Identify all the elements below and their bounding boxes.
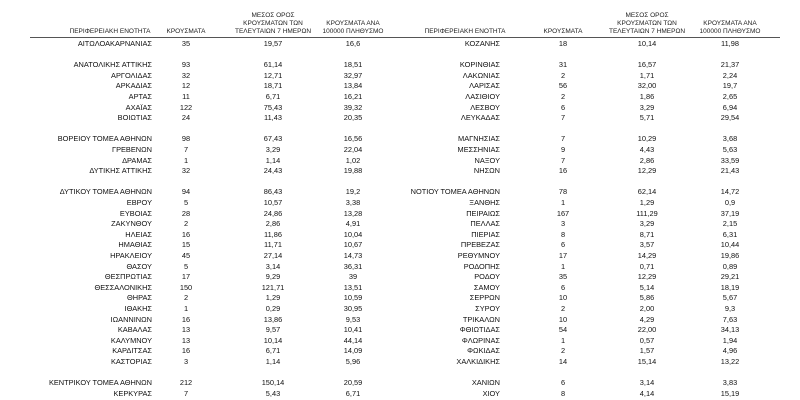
cases-value: 35 (181, 39, 191, 48)
per100k-value: 19,7 (722, 81, 738, 91)
avg-7day-value: 67,43 (263, 134, 283, 144)
per100k-value: 6,31 (722, 229, 738, 239)
per100k-value: 2,65 (722, 92, 738, 101)
cases-value: 7 (560, 134, 566, 144)
cases-value: 94 (181, 187, 191, 197)
cases-value: 24 (181, 113, 191, 123)
region-name: ΘΕΣΣΑΛΟΝΙΚΗΣ (94, 282, 152, 292)
per100k-value: 16,6 (345, 39, 361, 48)
region-name: ΛΑΡΙΣΑΣ (469, 81, 500, 91)
region-name: ΖΑΚΥΝΘΟΥ (111, 219, 152, 229)
table-row (0, 166, 800, 175)
avg-7day-value: 2,86 (265, 219, 281, 229)
region-name: ΚΟΖΑΝΗΣ (464, 39, 500, 48)
table-row (0, 283, 800, 292)
per100k-value: 5,67 (722, 293, 738, 303)
per100k-value: 10,44 (720, 240, 740, 250)
avg-7day-value: 1,29 (639, 198, 655, 207)
left-header-rule (30, 37, 405, 38)
cases-value: 10 (558, 293, 568, 303)
table-row (0, 113, 800, 122)
avg-7day-value: 10,14 (263, 335, 283, 345)
region-name: ΞΑΝΘΗΣ (469, 198, 500, 207)
avg-7day-value: 1,29 (265, 293, 281, 303)
table-row (0, 230, 800, 239)
left-header-region: ΠΕΡΙΦΕΡΕΙΑΚΗ ΕΝΟΤΗΤΑ (69, 28, 151, 35)
region-name: ΗΜΑΘΙΑΣ (118, 240, 152, 250)
region-name: ΛΑΚΩΝΙΑΣ (462, 70, 500, 80)
per100k-value: 13,51 (343, 282, 363, 292)
region-name: ΘΕΣΠΡΩΤΙΑΣ (104, 272, 152, 282)
cases-value: 16 (558, 166, 568, 176)
region-name: ΧΙΟΥ (482, 388, 500, 398)
per100k-value: 33,59 (720, 155, 740, 165)
region-name: ΡΟΔΟΠΗΣ (463, 261, 500, 271)
per100k-value: 15,19 (720, 388, 740, 398)
region-name: ΙΘΑΚΗΣ (124, 304, 152, 313)
avg-7day-value: 2,00 (639, 304, 655, 313)
per100k-value: 21,37 (720, 60, 740, 70)
per100k-value: 6,71 (345, 388, 361, 398)
avg-7day-value: 1,57 (639, 346, 655, 356)
avg-7day-value: 3,14 (265, 261, 281, 271)
cases-value: 13 (181, 325, 191, 335)
per100k-value: 16,21 (343, 92, 363, 101)
region-name: ΙΩΑΝΝΙΝΩΝ (110, 314, 152, 324)
avg-7day-value: 3,29 (639, 219, 655, 229)
region-name: ΒΟΙΩΤΙΑΣ (117, 113, 152, 123)
cases-value: 12 (181, 81, 191, 91)
region-name: ΔΡΑΜΑΣ (122, 155, 152, 165)
table-row (0, 209, 800, 218)
avg-7day-value: 9,57 (265, 325, 281, 335)
per100k-value: 39 (348, 272, 358, 282)
table-row (0, 92, 800, 101)
avg-7day-value: 150,14 (261, 378, 285, 388)
table-row (0, 71, 800, 80)
region-name: ΑΝΑΤΟΛΙΚΗΣ ΑΤΤΙΚΗΣ (73, 60, 152, 70)
cases-value: 7 (183, 388, 189, 398)
cases-value: 5 (183, 198, 189, 207)
per100k-value: 44,14 (343, 335, 363, 345)
region-name: ΚΑΒΑΛΑΣ (117, 325, 152, 335)
table-row (0, 304, 800, 313)
region-name: ΝΑΞΟΥ (474, 155, 500, 165)
avg-7day-value: 12,29 (637, 166, 657, 176)
per100k-value: 5,96 (345, 357, 361, 366)
avg-7day-value: 5,14 (639, 282, 655, 292)
avg-7day-value: 12,29 (637, 272, 657, 282)
cases-value: 7 (560, 155, 566, 165)
avg-7day-value: 3,14 (639, 378, 655, 388)
table-row (0, 60, 800, 69)
cases-value: 6 (560, 378, 566, 388)
avg-7day-value: 10,29 (637, 134, 657, 144)
region-name: ΦΛΩΡΙΝΑΣ (461, 335, 500, 345)
avg-7day-value: 75,43 (263, 102, 283, 112)
region-name: ΚΑΡΔΙΤΣΑΣ (112, 346, 152, 356)
cases-value: 11 (182, 92, 190, 101)
cases-value: 6 (560, 102, 566, 112)
per100k-value: 13,28 (343, 208, 363, 218)
per100k-value: 19,2 (345, 187, 361, 197)
cases-value: 8 (560, 229, 566, 239)
cases-value: 8 (560, 388, 566, 398)
cases-value: 32 (181, 166, 191, 176)
region-name: ΑΡΤΑΣ (128, 92, 152, 101)
cases-value: 2 (560, 70, 566, 80)
cases-value: 3 (183, 357, 189, 366)
cases-value: 18 (558, 39, 568, 48)
region-name: ΝΟΤΙΟΥ ΤΟΜΕΑ ΑΘΗΝΩΝ (410, 187, 500, 197)
avg-7day-value: 27,14 (263, 251, 283, 260)
avg-7day-value: 4,14 (639, 388, 655, 398)
avg-7day-value: 11,86 (264, 229, 282, 239)
cases-value: 2 (560, 346, 566, 356)
cases-value: 17 (558, 251, 568, 260)
table-row (0, 251, 800, 260)
region-name: ΚΕΝΤΡΙΚΟΥ ΤΟΜΕΑ ΑΘΗΝΩΝ (48, 378, 152, 388)
cases-value: 56 (558, 81, 568, 91)
per100k-value: 29,54 (720, 113, 740, 123)
cases-value: 17 (181, 272, 191, 282)
cases-value: 5 (183, 261, 189, 271)
cases-value: 1 (560, 335, 566, 345)
cases-value: 3 (560, 219, 566, 229)
cases-value: 167 (556, 208, 570, 218)
per100k-value: 13,22 (720, 357, 740, 366)
avg-7day-value: 62,14 (637, 187, 657, 197)
region-name: ΦΩΚΙΔΑΣ (467, 346, 500, 356)
avg-7day-value: 10,14 (637, 39, 657, 48)
table-row (0, 177, 800, 186)
cases-value: 2 (560, 92, 566, 101)
per100k-value: 22,04 (343, 145, 363, 154)
per100k-value: 37,19 (720, 208, 740, 218)
per100k-value: 14,73 (343, 251, 363, 260)
region-name: ΣΕΡΡΩΝ (469, 293, 500, 303)
per100k-value: 5,63 (722, 145, 738, 154)
avg-7day-value: 4,29 (639, 314, 655, 324)
per100k-value: 16,56 (343, 134, 363, 144)
per100k-value: 2,24 (722, 70, 738, 80)
left-header-per100k: ΚΡΟΥΣΜΑΤΑ ΑΝΑ 100000 ΠΛΗΘΥΣΜΟ (322, 20, 384, 35)
per100k-value: 30,95 (343, 304, 363, 313)
cases-value: 6 (560, 282, 566, 292)
avg-7day-value: 5,86 (639, 293, 655, 303)
cases-value: 6 (560, 240, 566, 250)
avg-7day-value: 5,71 (639, 113, 655, 123)
per100k-value: 10,41 (343, 325, 363, 335)
per100k-value: 9,53 (345, 314, 361, 324)
avg-7day-value: 1,14 (265, 357, 281, 366)
per100k-value: 3,83 (722, 378, 738, 388)
cases-value: 7 (183, 145, 189, 154)
per100k-value: 10,04 (343, 229, 363, 239)
region-name: ΑΙΤΩΛΟΑΚΑΡΝΑΝΙΑΣ (77, 39, 152, 48)
per100k-value: 3,68 (722, 134, 738, 144)
region-name: ΜΑΓΝΗΣΙΑΣ (458, 134, 500, 144)
cases-value: 16 (181, 229, 191, 239)
table-row (0, 145, 800, 154)
cases-value: 93 (181, 60, 191, 70)
avg-7day-value: 1,71 (639, 70, 655, 80)
per100k-value: 19,86 (720, 251, 740, 260)
avg-7day-value: 16,57 (637, 60, 657, 70)
avg-7day-value: 2,86 (639, 155, 655, 165)
per100k-value: 6,94 (722, 102, 738, 112)
table-row (0, 293, 800, 302)
avg-7day-value: 24,86 (263, 208, 283, 218)
region-name: ΦΘΙΩΤΙΔΑΣ (459, 325, 500, 335)
right-header-region: ΠΕΡΙΦΕΡΕΙΑΚΗ ΕΝΟΤΗΤΑ (424, 28, 506, 35)
table-row (0, 368, 800, 377)
right-header-avg: ΜΕΣΟΣ ΟΡΟΣ ΚΡΟΥΣΜΑΤΩΝ ΤΩΝ ΤΕΛΕΥΤΑΙΩΝ 7 ΗΜΕΡΩΝ (608, 12, 686, 35)
cases-value: 28 (181, 208, 191, 218)
per100k-value: 2,15 (722, 219, 738, 229)
per100k-value: 39,32 (343, 102, 363, 112)
table-row (0, 357, 800, 366)
avg-7day-value: 4,43 (639, 145, 655, 154)
right-header-per100k: ΚΡΟΥΣΜΑΤΑ ΑΝΑ 100000 ΠΛΗΘΥΣΜΟ (699, 20, 761, 35)
cases-value: 9 (560, 145, 566, 154)
region-name: ΛΕΣΒΟΥ (470, 102, 500, 112)
per100k-value: 13,84 (343, 81, 363, 91)
avg-7day-value: 6,71 (265, 346, 281, 356)
per100k-value: 29,21 (720, 272, 740, 282)
region-name: ΕΥΒΟΙΑΣ (119, 208, 152, 218)
cases-value: 54 (558, 325, 568, 335)
avg-7day-value: 0,29 (265, 304, 281, 313)
cases-value: 7 (560, 113, 566, 123)
per100k-value: 4,96 (722, 346, 738, 356)
cases-value: 45 (181, 251, 191, 260)
region-name: ΚΕΡΚΥΡΑΣ (113, 388, 152, 398)
avg-7day-value: 121,71 (261, 282, 285, 292)
region-name: ΑΧΑΪΑΣ (125, 102, 152, 112)
region-name: ΧΑΝΙΩΝ (471, 378, 500, 388)
per100k-value: 14,72 (720, 187, 740, 197)
cases-value: 122 (179, 102, 193, 112)
left-header-avg: ΜΕΣΟΣ ΟΡΟΣ ΚΡΟΥΣΜΑΤΩΝ ΤΩΝ ΤΕΛΕΥΤΑΙΩΝ 7 ΗΜΕΡΩΝ (234, 12, 312, 35)
table-row (0, 262, 800, 271)
cases-value: 16 (181, 314, 191, 324)
region-name: ΗΛΕΙΑΣ (125, 229, 152, 239)
cases-value: 2 (560, 304, 566, 313)
table-row (0, 156, 800, 165)
per100k-value: 10,67 (343, 240, 363, 250)
per100k-value: 0,9 (724, 198, 736, 207)
per100k-value: 20,35 (343, 113, 363, 123)
per100k-value: 14,09 (343, 346, 363, 356)
avg-7day-value: 8,71 (639, 229, 655, 239)
region-name: ΠΡΕΒΕΖΑΣ (460, 240, 500, 250)
cases-value: 2 (183, 293, 189, 303)
cases-value: 14 (558, 357, 568, 366)
avg-7day-value: 3,57 (639, 240, 655, 250)
region-name: ΠΕΛΛΑΣ (470, 219, 500, 229)
per100k-value: 11,98 (721, 39, 739, 48)
avg-7day-value: 1,86 (639, 92, 655, 101)
table-row (0, 39, 800, 48)
region-name: ΣΑΜΟΥ (473, 282, 500, 292)
region-name: ΔΥΤΙΚΟΥ ΤΟΜΕΑ ΑΘΗΝΩΝ (59, 187, 152, 197)
region-name: ΑΡΚΑΔΙΑΣ (115, 81, 152, 91)
per100k-value: 20,59 (343, 378, 363, 388)
cases-value: 32 (181, 70, 191, 80)
table-row (0, 81, 800, 90)
cases-value: 16 (181, 346, 191, 356)
per100k-value: 4,91 (345, 219, 361, 229)
region-name: ΝΗΣΩΝ (473, 166, 500, 176)
region-name: ΒΟΡΕΙΟΥ ΤΟΜΕΑ ΑΘΗΝΩΝ (57, 134, 152, 144)
table-row (0, 389, 800, 398)
per100k-value: 9,3 (724, 304, 736, 313)
avg-7day-value: 6,71 (265, 92, 281, 101)
per100k-value: 19,88 (343, 166, 363, 176)
avg-7day-value: 12,71 (263, 70, 283, 80)
cases-value: 13 (181, 335, 191, 345)
avg-7day-value: 61,14 (263, 60, 283, 70)
cases-value: 1 (183, 304, 189, 313)
per100k-value: 1,02 (345, 155, 361, 165)
region-name: ΠΙΕΡΙΑΣ (471, 229, 500, 239)
region-name: ΣΥΡΟΥ (475, 304, 500, 313)
right-header-cases: ΚΡΟΥΣΜΑΤΑ (543, 28, 583, 35)
region-name: ΡΟΔΟΥ (474, 272, 500, 282)
region-name: ΠΕΙΡΑΙΩΣ (466, 208, 500, 218)
avg-7day-value: 19,57 (263, 39, 283, 48)
cases-value: 31 (558, 60, 568, 70)
table-row (0, 336, 800, 345)
region-name: ΗΡΑΚΛΕΙΟΥ (110, 251, 152, 260)
cases-value: 150 (179, 282, 193, 292)
region-name: ΚΑΣΤΟΡΙΑΣ (110, 357, 152, 366)
avg-7day-value: 5,43 (265, 388, 281, 398)
avg-7day-value: 11,71 (264, 240, 282, 250)
region-name: ΛΕΥΚΑΔΑΣ (460, 113, 500, 123)
table-row (0, 50, 800, 59)
region-name: ΔΥΤΙΚΗΣ ΑΤΤΙΚΗΣ (89, 166, 152, 176)
avg-7day-value: 9,29 (265, 272, 281, 282)
avg-7day-value: 15,14 (637, 357, 657, 366)
region-name: ΘΗΡΑΣ (127, 293, 152, 303)
per100k-value: 18,19 (720, 282, 740, 292)
left-header-cases: ΚΡΟΥΣΜΑΤΑ (166, 28, 206, 35)
region-name: ΛΑΣΙΘΙΟΥ (465, 92, 500, 101)
cases-value: 15 (181, 240, 191, 250)
avg-7day-value: 111,29 (636, 208, 658, 218)
avg-7day-value: 3,29 (639, 102, 655, 112)
cases-value: 1 (183, 155, 189, 165)
cases-value: 35 (558, 272, 568, 282)
region-name: ΑΡΓΟΛΙΔΑΣ (111, 70, 152, 80)
table-row (0, 103, 800, 112)
region-name: ΡΕΘΥΜΝΟΥ (457, 251, 500, 260)
table-row (0, 315, 800, 324)
per100k-value: 21,43 (720, 166, 740, 176)
per100k-value: 10,59 (343, 293, 363, 303)
table-row (0, 378, 800, 387)
avg-7day-value: 3,29 (265, 145, 281, 154)
region-name: ΕΒΡΟΥ (126, 198, 152, 207)
region-name: ΓΡΕΒΕΝΩΝ (112, 145, 152, 154)
per100k-value: 3,38 (345, 198, 361, 207)
avg-7day-value: 1,14 (265, 155, 281, 165)
per100k-value: 34,13 (720, 325, 740, 335)
avg-7day-value: 13,86 (263, 314, 283, 324)
cases-value: 98 (181, 134, 191, 144)
cases-value: 1 (560, 261, 566, 271)
cases-value: 10 (558, 314, 568, 324)
per100k-value: 18,51 (343, 60, 363, 70)
cases-value: 78 (558, 187, 568, 197)
avg-7day-value: 11,43 (264, 113, 282, 123)
region-name: ΘΑΣΟΥ (126, 261, 152, 271)
table-row (0, 134, 800, 143)
right-header-rule (405, 37, 780, 38)
per100k-value: 7,63 (722, 314, 738, 324)
avg-7day-value: 14,29 (637, 251, 657, 260)
region-name: ΚΟΡΙΝΘΙΑΣ (459, 60, 500, 70)
table-row (0, 124, 800, 133)
table-row (0, 187, 800, 196)
avg-7day-value: 32,00 (637, 81, 657, 91)
cases-value: 1 (560, 198, 566, 207)
avg-7day-value: 24,43 (263, 166, 283, 176)
per100k-value: 32,97 (343, 70, 363, 80)
avg-7day-value: 86,43 (263, 187, 283, 197)
per100k-value: 36,31 (343, 261, 363, 271)
region-name: ΧΑΛΚΙΔΙΚΗΣ (456, 357, 500, 366)
region-name: ΤΡΙΚΑΛΩΝ (462, 314, 500, 324)
cases-value: 2 (183, 219, 189, 229)
avg-7day-value: 0,57 (639, 335, 655, 345)
cases-value: 212 (179, 378, 193, 388)
per100k-value: 1,94 (722, 335, 738, 345)
region-name: ΚΑΛΥΜΝΟΥ (110, 335, 152, 345)
per100k-value: 0,89 (722, 261, 738, 271)
table-row (0, 219, 800, 228)
avg-7day-value: 18,71 (263, 81, 283, 91)
avg-7day-value: 0,71 (639, 261, 655, 271)
table-row (0, 272, 800, 281)
avg-7day-value: 10,57 (263, 198, 283, 207)
table-row (0, 325, 800, 334)
table-row (0, 198, 800, 207)
table-row (0, 240, 800, 249)
table-row (0, 346, 800, 355)
avg-7day-value: 22,00 (637, 325, 657, 335)
region-name: ΜΕΣΣΗΝΙΑΣ (457, 145, 500, 154)
